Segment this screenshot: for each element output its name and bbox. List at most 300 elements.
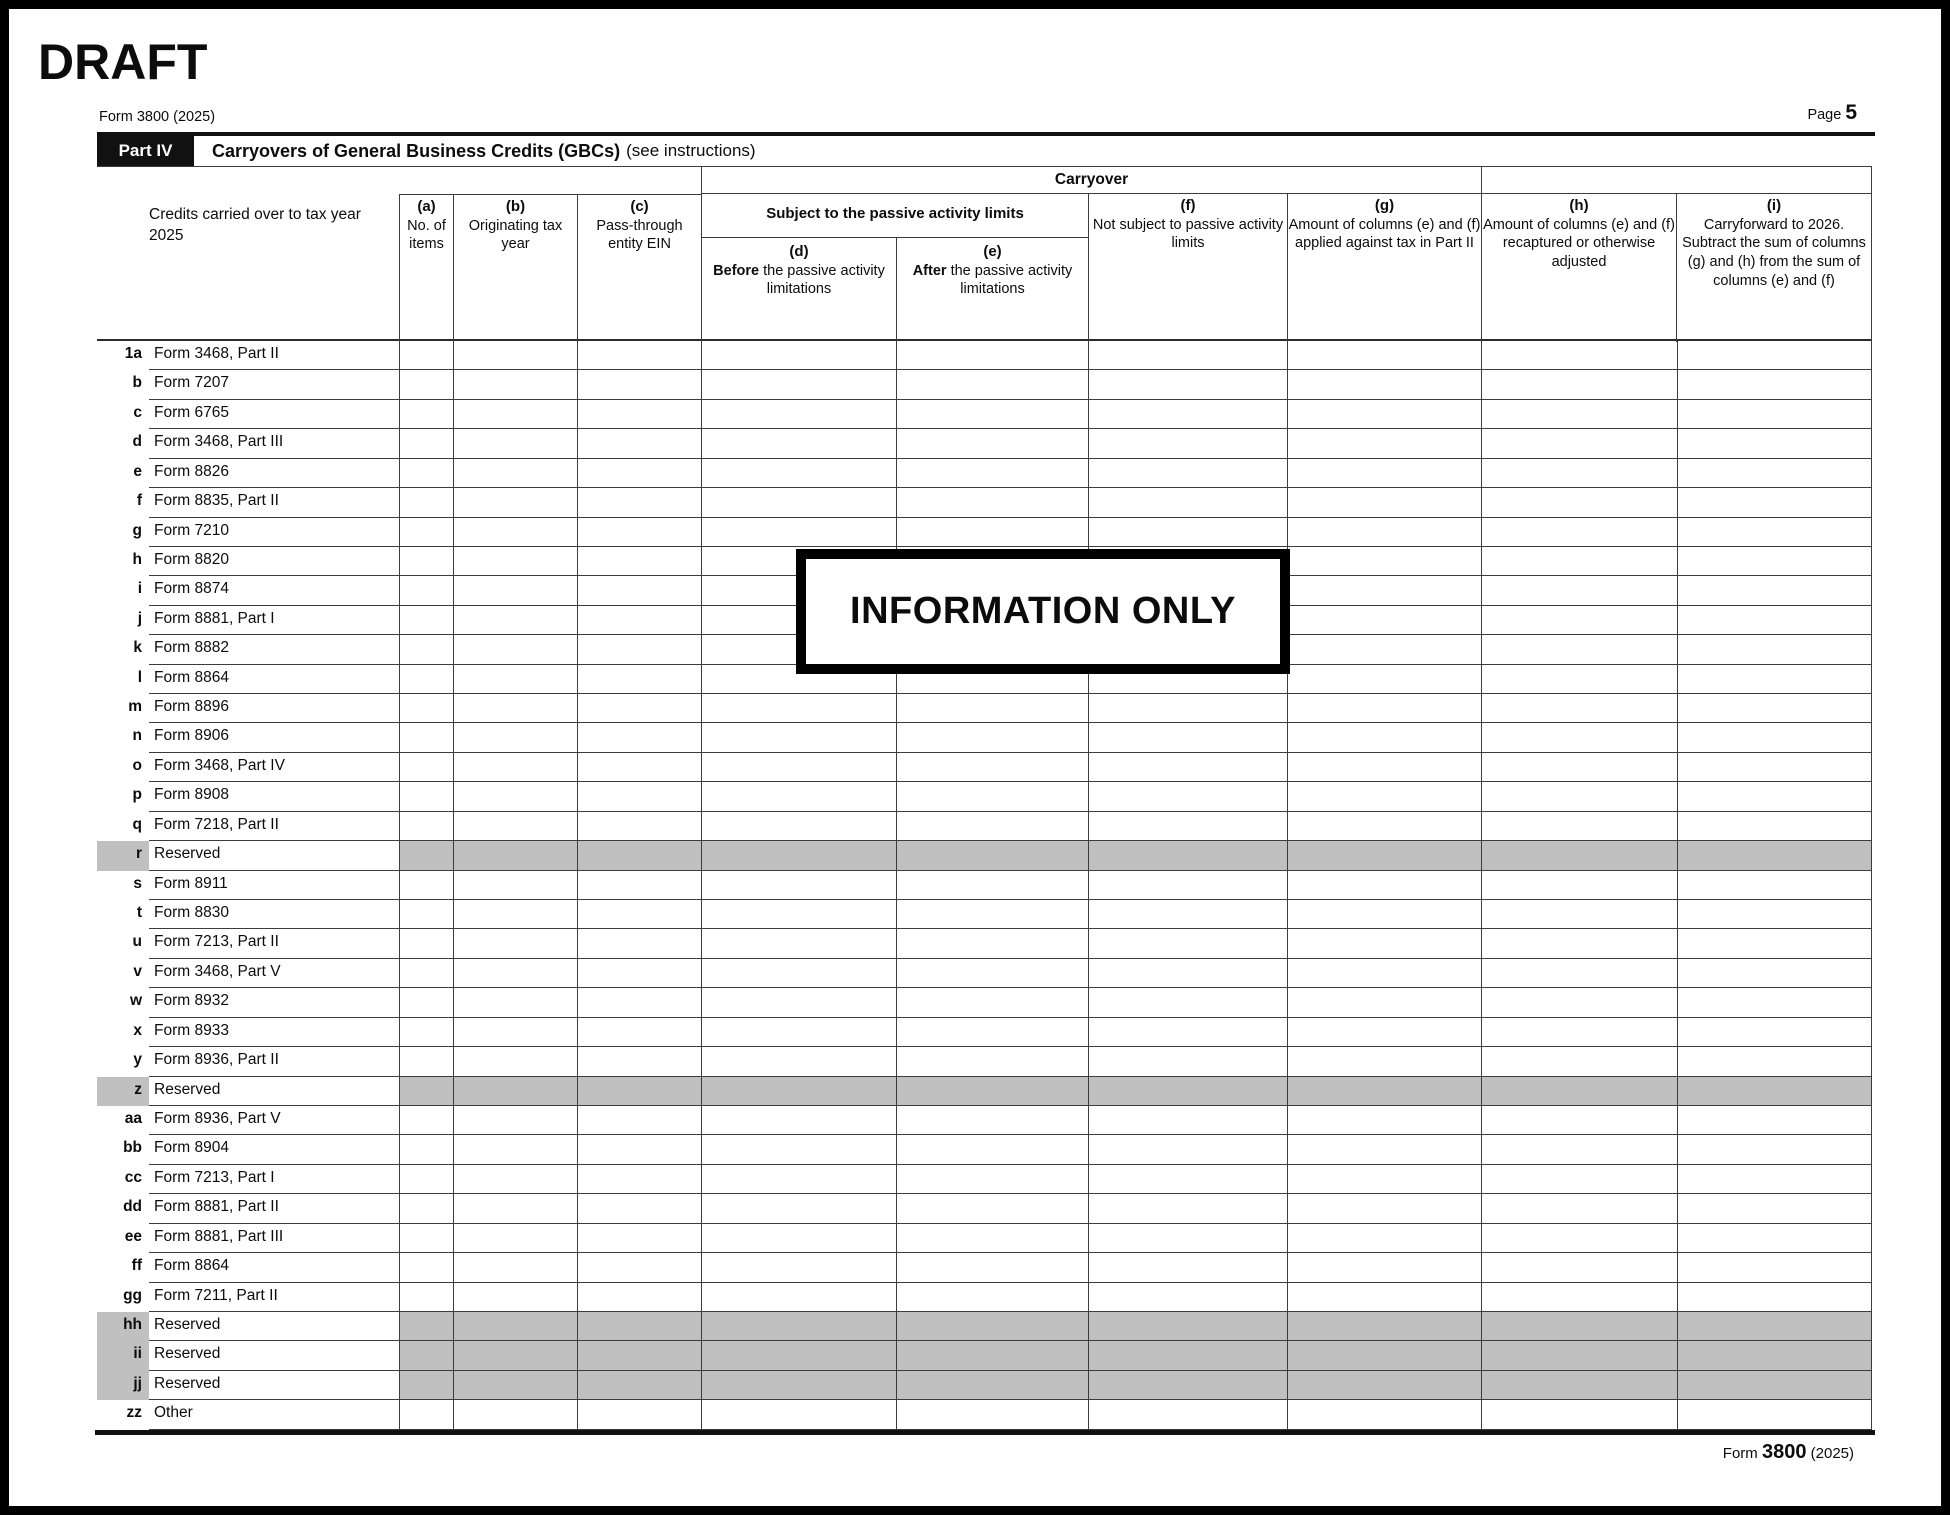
col-header-d	[701, 238, 896, 342]
cell-i	[1677, 929, 1872, 958]
page-number-value: 5	[1845, 101, 1857, 124]
cell-c	[577, 547, 701, 576]
cell-f	[1088, 1018, 1287, 1047]
cell-g	[1287, 959, 1481, 988]
cell-i	[1677, 841, 1872, 870]
cell-d	[701, 723, 896, 752]
cell-b	[453, 812, 577, 841]
cell-c	[577, 723, 701, 752]
cell-g	[1287, 1312, 1481, 1341]
row-label: Form 8881, Part II	[149, 1194, 399, 1223]
cell-e	[896, 988, 1088, 1017]
footer-form-id	[1723, 1441, 1854, 1464]
part-iv-badge: Part IV	[97, 136, 194, 166]
cell-h	[1481, 1018, 1677, 1047]
cell-g	[1287, 341, 1481, 370]
cell-e	[896, 341, 1088, 370]
cell-b	[453, 1106, 577, 1135]
cell-i	[1677, 1400, 1872, 1429]
cell-c	[577, 606, 701, 635]
cell-a	[399, 929, 453, 958]
cell-g	[1287, 723, 1481, 752]
row-code: cc	[124, 1168, 142, 1186]
cell-b	[453, 782, 577, 811]
cell-b	[453, 1047, 577, 1076]
cell-d	[701, 812, 896, 841]
row-code: ii	[97, 1341, 149, 1370]
cell-b	[453, 900, 577, 929]
row-label: Form 6765	[149, 400, 399, 429]
cell-a	[399, 429, 453, 458]
col-text-d: the passive activity limitations	[759, 262, 885, 298]
cell-c	[577, 900, 701, 929]
col-text-b: Originating tax year	[468, 217, 563, 253]
table-row	[97, 1253, 1872, 1282]
row-code: hh	[97, 1312, 149, 1341]
cell-a	[399, 1400, 453, 1429]
table-row	[97, 1371, 1872, 1400]
cell-e	[896, 694, 1088, 723]
cell-f	[1088, 1253, 1287, 1282]
cell-f	[1088, 841, 1287, 870]
cell-e	[896, 488, 1088, 517]
cell-f	[1088, 1165, 1287, 1194]
cell-a	[399, 518, 453, 547]
col-text-i: Carryforward to 2026. Subtract the sum of columns (g) and (h) from the sum of columns (e) and (f)	[1682, 216, 1866, 290]
cell-e	[896, 400, 1088, 429]
cell-f	[1088, 723, 1287, 752]
cell-i	[1677, 1165, 1872, 1194]
cell-e	[896, 753, 1088, 782]
page-label: Page	[1807, 107, 1842, 123]
cell-c	[577, 1018, 701, 1047]
row-code: zz	[126, 1404, 142, 1422]
cell-d	[701, 1253, 896, 1282]
row-label: Form 8933	[149, 1018, 399, 1047]
col-header-g	[1287, 194, 1481, 342]
cell-h	[1481, 665, 1677, 694]
information-only-box	[796, 549, 1290, 674]
cell-g	[1287, 1400, 1481, 1429]
cell-g	[1287, 606, 1481, 635]
cell-i	[1677, 1047, 1872, 1076]
cell-i	[1677, 400, 1872, 429]
cell-b	[453, 488, 577, 517]
row-code: n	[132, 727, 142, 745]
cell-d	[701, 518, 896, 547]
cell-e	[896, 1194, 1088, 1223]
cell-b	[453, 1312, 577, 1341]
cell-h	[1481, 488, 1677, 517]
cell-d	[701, 959, 896, 988]
cell-h	[1481, 871, 1677, 900]
cell-f	[1088, 370, 1287, 399]
table-row	[97, 929, 1872, 958]
row-label: Form 8896	[149, 694, 399, 723]
cell-a	[399, 959, 453, 988]
cell-d	[701, 1283, 896, 1312]
cell-a	[399, 370, 453, 399]
table-row	[97, 753, 1872, 782]
cell-i	[1677, 488, 1872, 517]
cell-i	[1677, 900, 1872, 929]
row-label: Form 3468, Part IV	[149, 753, 399, 782]
cell-g	[1287, 400, 1481, 429]
col-text-e-bold: After	[912, 262, 947, 279]
cell-i	[1677, 576, 1872, 605]
table-row	[97, 429, 1872, 458]
cell-g	[1287, 782, 1481, 811]
cell-g	[1287, 1371, 1481, 1400]
row-code: s	[133, 874, 142, 892]
cell-g	[1287, 812, 1481, 841]
col-header-c	[577, 194, 701, 342]
cell-i	[1677, 547, 1872, 576]
cell-c	[577, 665, 701, 694]
cell-f	[1088, 1371, 1287, 1400]
row-label: Form 8904	[149, 1135, 399, 1164]
row-code: y	[133, 1051, 142, 1069]
cell-a	[399, 665, 453, 694]
footer-form-year: (2025)	[1810, 1445, 1854, 1462]
cell-g	[1287, 459, 1481, 488]
table-row	[97, 1194, 1872, 1223]
cell-b	[453, 341, 577, 370]
row-code: z	[97, 1077, 149, 1106]
cell-f	[1088, 988, 1287, 1017]
cell-a	[399, 1047, 453, 1076]
cell-e	[896, 900, 1088, 929]
footer-form-number: 3800	[1761, 1441, 1807, 1463]
cell-e	[896, 518, 1088, 547]
row-label: Reserved	[149, 841, 399, 870]
cell-a	[399, 1106, 453, 1135]
cell-h	[1481, 1047, 1677, 1076]
row-label: Form 8936, Part V	[149, 1106, 399, 1135]
table-row	[97, 1106, 1872, 1135]
col-header-a	[399, 194, 453, 342]
col-header-h	[1481, 194, 1676, 342]
cell-e	[896, 1165, 1088, 1194]
table-row	[97, 1165, 1872, 1194]
cell-f	[1088, 1077, 1287, 1106]
cell-e	[896, 1224, 1088, 1253]
cell-h	[1481, 1106, 1677, 1135]
row-label: Form 8874	[149, 576, 399, 605]
cell-h	[1481, 900, 1677, 929]
col-text-a: No. of items	[407, 217, 446, 253]
row-code: d	[132, 433, 142, 451]
cell-a	[399, 1253, 453, 1282]
cell-e	[896, 459, 1088, 488]
cell-d	[701, 988, 896, 1017]
cell-g	[1287, 576, 1481, 605]
table-row	[97, 400, 1872, 429]
cell-c	[577, 1341, 701, 1370]
row-label: Other	[149, 1400, 399, 1429]
cell-e	[896, 1106, 1088, 1135]
cell-a	[399, 1312, 453, 1341]
cell-b	[453, 1165, 577, 1194]
cell-g	[1287, 1165, 1481, 1194]
cell-b	[453, 518, 577, 547]
row-code: ee	[124, 1227, 142, 1245]
cell-h	[1481, 341, 1677, 370]
cell-i	[1677, 753, 1872, 782]
row-label: Form 8882	[149, 635, 399, 664]
cell-d	[701, 1341, 896, 1370]
cell-a	[399, 782, 453, 811]
cell-e	[896, 1253, 1088, 1282]
cell-g	[1287, 1283, 1481, 1312]
cell-a	[399, 459, 453, 488]
cell-d	[701, 400, 896, 429]
cell-b	[453, 871, 577, 900]
row-code: x	[133, 1021, 142, 1039]
cell-f	[1088, 1135, 1287, 1164]
cell-a	[399, 900, 453, 929]
table-row	[97, 900, 1872, 929]
row-code: r	[97, 841, 149, 870]
row-label: Form 8881, Part I	[149, 606, 399, 635]
table-row	[97, 723, 1872, 752]
cell-b	[453, 988, 577, 1017]
cell-g	[1287, 635, 1481, 664]
cell-c	[577, 400, 701, 429]
cell-i	[1677, 1106, 1872, 1135]
cell-e	[896, 1341, 1088, 1370]
cell-a	[399, 841, 453, 870]
cell-a	[399, 635, 453, 664]
row-code: bb	[123, 1139, 142, 1157]
cell-f	[1088, 871, 1287, 900]
cell-h	[1481, 1135, 1677, 1164]
cell-g	[1287, 871, 1481, 900]
part-iv-bar	[97, 136, 1875, 166]
cell-a	[399, 341, 453, 370]
cell-h	[1481, 1371, 1677, 1400]
cell-f	[1088, 1283, 1287, 1312]
cell-e	[896, 782, 1088, 811]
cell-c	[577, 518, 701, 547]
cell-f	[1088, 1194, 1287, 1223]
cell-c	[577, 782, 701, 811]
cell-a	[399, 1224, 453, 1253]
cell-h	[1481, 841, 1677, 870]
cell-b	[453, 723, 577, 752]
col-letter-d: (d)	[789, 243, 809, 260]
cell-h	[1481, 1312, 1677, 1341]
cell-f	[1088, 694, 1287, 723]
cell-c	[577, 341, 701, 370]
table-row	[97, 841, 1872, 870]
cell-d	[701, 694, 896, 723]
row-header-cell	[97, 167, 399, 342]
row-label: Form 7218, Part II	[149, 812, 399, 841]
row-label: Reserved	[149, 1371, 399, 1400]
cell-f	[1088, 929, 1287, 958]
col-header-i	[1676, 194, 1872, 342]
cell-a	[399, 547, 453, 576]
draft-watermark: DRAFT	[38, 34, 208, 90]
col-letter-a: (a)	[417, 198, 436, 215]
table-row	[97, 782, 1872, 811]
cell-h	[1481, 400, 1677, 429]
cell-e	[896, 1400, 1088, 1429]
carryover-table	[97, 166, 1872, 1430]
cell-f	[1088, 1047, 1287, 1076]
row-code: gg	[123, 1286, 142, 1304]
cell-a	[399, 1341, 453, 1370]
row-code: jj	[97, 1371, 149, 1400]
cell-i	[1677, 341, 1872, 370]
cell-b	[453, 665, 577, 694]
cell-h	[1481, 1077, 1677, 1106]
cell-i	[1677, 1371, 1872, 1400]
cell-b	[453, 1400, 577, 1429]
cell-d	[701, 370, 896, 399]
cell-d	[701, 841, 896, 870]
cell-f	[1088, 753, 1287, 782]
cell-d	[701, 871, 896, 900]
row-label: Form 8864	[149, 665, 399, 694]
cell-e	[896, 871, 1088, 900]
table-row	[97, 1312, 1872, 1341]
table-row	[97, 1224, 1872, 1253]
empty-band-cell	[1481, 167, 1872, 194]
cell-a	[399, 723, 453, 752]
row-code: i	[137, 580, 142, 598]
cell-i	[1677, 1135, 1872, 1164]
cell-g	[1287, 1341, 1481, 1370]
cell-b	[453, 959, 577, 988]
cell-f	[1088, 400, 1287, 429]
cell-a	[399, 694, 453, 723]
row-code: 1a	[124, 345, 142, 362]
cell-i	[1677, 959, 1872, 988]
row-code: c	[133, 403, 142, 421]
cell-c	[577, 694, 701, 723]
cell-h	[1481, 929, 1677, 958]
cell-h	[1481, 370, 1677, 399]
table-row	[97, 459, 1872, 488]
row-label: Form 7210	[149, 518, 399, 547]
part-iv-title: Carryovers of General Business Credits (GBCs)	[212, 140, 621, 161]
row-code: ff	[131, 1257, 142, 1275]
cell-a	[399, 576, 453, 605]
cell-e	[896, 1135, 1088, 1164]
cell-e	[896, 1371, 1088, 1400]
cell-h	[1481, 1341, 1677, 1370]
row-label: Form 8936, Part II	[149, 1047, 399, 1076]
cell-b	[453, 370, 577, 399]
cell-c	[577, 1106, 701, 1135]
cell-d	[701, 1047, 896, 1076]
cell-b	[453, 1283, 577, 1312]
cell-i	[1677, 694, 1872, 723]
row-code: p	[132, 786, 142, 804]
row-code: v	[133, 962, 142, 980]
cell-h	[1481, 1165, 1677, 1194]
cell-g	[1287, 488, 1481, 517]
col-letter-c: (c)	[630, 198, 649, 215]
cell-a	[399, 812, 453, 841]
cell-h	[1481, 459, 1677, 488]
cell-b	[453, 1224, 577, 1253]
cell-h	[1481, 429, 1677, 458]
cell-c	[577, 841, 701, 870]
cell-e	[896, 1047, 1088, 1076]
cell-b	[453, 459, 577, 488]
cell-g	[1287, 1077, 1481, 1106]
cell-i	[1677, 988, 1872, 1017]
cell-c	[577, 1400, 701, 1429]
footer-rule	[95, 1430, 1875, 1435]
cell-d	[701, 782, 896, 811]
cell-d	[701, 929, 896, 958]
cell-b	[453, 576, 577, 605]
row-code: u	[132, 933, 142, 951]
col-text-h: Amount of columns (e) and (f) recaptured or otherwise adjusted	[1483, 216, 1675, 271]
row-label: Form 8932	[149, 988, 399, 1017]
cell-d	[701, 1312, 896, 1341]
table-row	[97, 1077, 1872, 1106]
cell-d	[701, 900, 896, 929]
cell-i	[1677, 459, 1872, 488]
table-row	[97, 341, 1872, 370]
table-body	[97, 341, 1872, 1430]
cell-d	[701, 1018, 896, 1047]
cell-c	[577, 753, 701, 782]
col-letter-i: (i)	[1766, 197, 1782, 214]
cell-d	[701, 1371, 896, 1400]
cell-h	[1481, 753, 1677, 782]
row-label: Form 8881, Part III	[149, 1224, 399, 1253]
cell-a	[399, 488, 453, 517]
cell-f	[1088, 488, 1287, 517]
cell-b	[453, 547, 577, 576]
cell-h	[1481, 694, 1677, 723]
row-code: k	[133, 639, 142, 657]
cell-i	[1677, 1312, 1872, 1341]
cell-d	[701, 1194, 896, 1223]
cell-e	[896, 1312, 1088, 1341]
cell-e	[896, 1018, 1088, 1047]
row-code: g	[132, 521, 142, 539]
row-code: e	[133, 462, 142, 480]
col-header-e	[896, 238, 1088, 342]
cell-e	[896, 959, 1088, 988]
cell-c	[577, 871, 701, 900]
cell-g	[1287, 1018, 1481, 1047]
table-row	[97, 988, 1872, 1017]
cell-i	[1677, 1077, 1872, 1106]
row-label: Form 3468, Part III	[149, 429, 399, 458]
cell-a	[399, 606, 453, 635]
cell-e	[896, 929, 1088, 958]
cell-i	[1677, 370, 1872, 399]
table-row	[97, 1047, 1872, 1076]
cell-h	[1481, 1400, 1677, 1429]
carryover-span-header: Carryover	[701, 167, 1481, 194]
cell-i	[1677, 812, 1872, 841]
row-label: Form 8911	[149, 871, 399, 900]
cell-h	[1481, 1224, 1677, 1253]
cell-b	[453, 841, 577, 870]
cell-i	[1677, 1224, 1872, 1253]
cell-g	[1287, 429, 1481, 458]
col-header-b	[453, 194, 577, 342]
